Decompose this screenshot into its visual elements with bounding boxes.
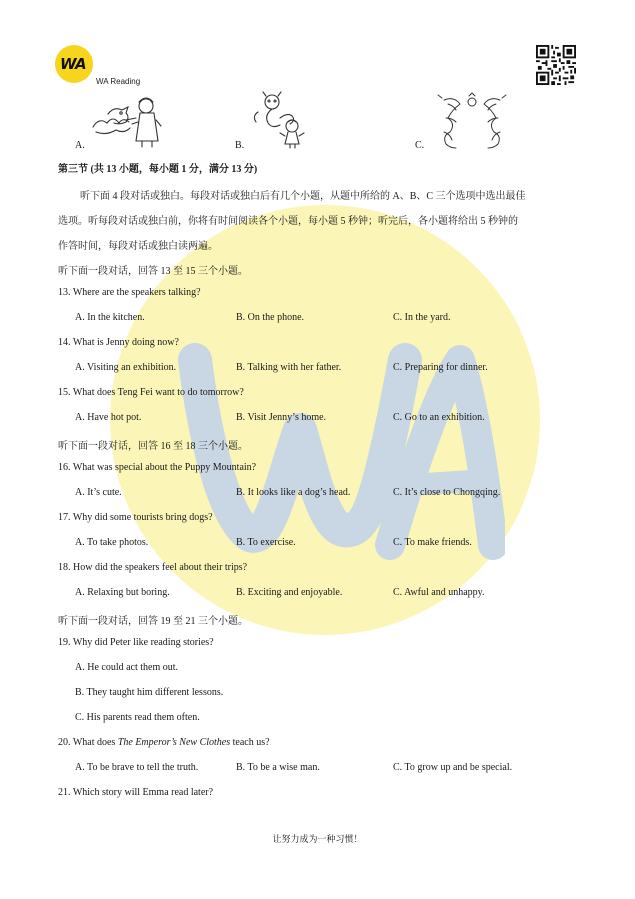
option-b-cartoon-dragon-and-child-illustration — [250, 90, 310, 150]
question-13-option-c: C. In the yard. — [393, 312, 451, 323]
group-intro: 听下面一段对话，回答 13 至 15 三个小题。 — [58, 266, 248, 277]
question-14-option-c: C. Preparing for dinner. — [393, 362, 488, 373]
question-21: 21. Which story will Emma read later? — [58, 787, 214, 798]
question-17-option-b: B. To exercise. — [236, 537, 296, 548]
option-a-label: A. — [75, 140, 85, 151]
option-c-twin-dragons-with-pearl-illustration — [432, 92, 512, 150]
question-13-option-a: A. In the kitchen. — [75, 312, 145, 323]
question-13: 13. Where are the speakers talking? — [58, 287, 201, 298]
option-c-label: C. — [415, 140, 425, 151]
option-b-label: B. — [235, 140, 245, 151]
question-15-option-a: A. Have hot pot. — [75, 412, 142, 423]
question-20 — [58, 737, 270, 748]
group-intro: 听下面一段对话，回答 16 至 18 三个小题。 — [58, 441, 248, 452]
question-18: 18. How did the speakers feel about their trips? — [58, 562, 248, 573]
logo-text: WA Reading — [96, 77, 141, 86]
question-14: 14. What is Jenny doing now? — [58, 337, 179, 348]
instructions-line-3: 作答时间，每段对话或独白读两遍。 — [58, 241, 218, 252]
section-title: 第三节 (共 13 小题，每小题 1 分，满分 13 分) — [58, 164, 258, 175]
question-17: 17. Why did some tourists bring dogs? — [58, 512, 213, 523]
logo-letters: WA — [60, 55, 86, 73]
question-20-suffix: teach us? — [230, 737, 270, 748]
question-20-story-title: The Emperor’s New Clothes — [117, 737, 231, 748]
question-15-option-b: B. Visit Jenny’s home. — [236, 412, 327, 423]
instructions-line-2: 选项。听每段对话或独白前，你将有时间阅读各个小题，每小题 5 秒钟；听完后，各小题将给出 5 秒钟的 — [58, 216, 518, 227]
question-15-option-c: C. Go to an exhibition. — [393, 412, 485, 423]
group-intro: 听下面一段对话，回答 19 至 21 三个小题。 — [58, 616, 248, 627]
question-20-prefix: 20. What does — [58, 737, 118, 748]
question-16-option-b: B. It looks like a dog’s head. — [236, 487, 351, 498]
qr-code-icon — [536, 45, 576, 85]
question-19-option-a: A. He could act them out. — [75, 662, 179, 673]
question-19-option-c: C. His parents read them often. — [75, 712, 200, 723]
question-15: 15. What does Teng Fei want to do tomorrow? — [58, 387, 244, 398]
question-14-option-b: B. Talking with her father. — [236, 362, 342, 373]
question-18-option-a: A. Relaxing but boring. — [75, 587, 170, 598]
question-18-option-b: B. Exciting and enjoyable. — [236, 587, 343, 598]
question-18-option-c: C. Awful and unhappy. — [393, 587, 485, 598]
question-20-option-c: C. To grow up and be special. — [393, 762, 513, 773]
question-19-option-b: B. They taught him different lessons. — [75, 687, 224, 698]
question-20-option-a: A. To be brave to tell the truth. — [75, 762, 199, 773]
instructions-line-1: 听下面 4 段对话或独白。每段对话或独白后有几个小题，从题中所给的 A、B、C 三个选项中选出最佳 — [80, 191, 526, 202]
option-a-dragon-and-girl-illustration — [88, 92, 168, 150]
question-16: 16. What was special about the Puppy Mountain? — [58, 462, 257, 473]
question-14-option-a: A. Visiting an exhibition. — [75, 362, 177, 373]
question-16-option-a: A. It’s cute. — [75, 487, 122, 498]
question-17-option-a: A. To take photos. — [75, 537, 149, 548]
question-19: 19. Why did Peter like reading stories? — [58, 637, 214, 648]
question-16-option-c: C. It’s close to Chongqing. — [393, 487, 501, 498]
question-17-option-c: C. To make friends. — [393, 537, 472, 548]
question-20-option-b: B. To be a wise man. — [236, 762, 320, 773]
question-13-option-b: B. On the phone. — [236, 312, 305, 323]
page-footer: 让努力成为一种习惯！ — [272, 834, 363, 844]
